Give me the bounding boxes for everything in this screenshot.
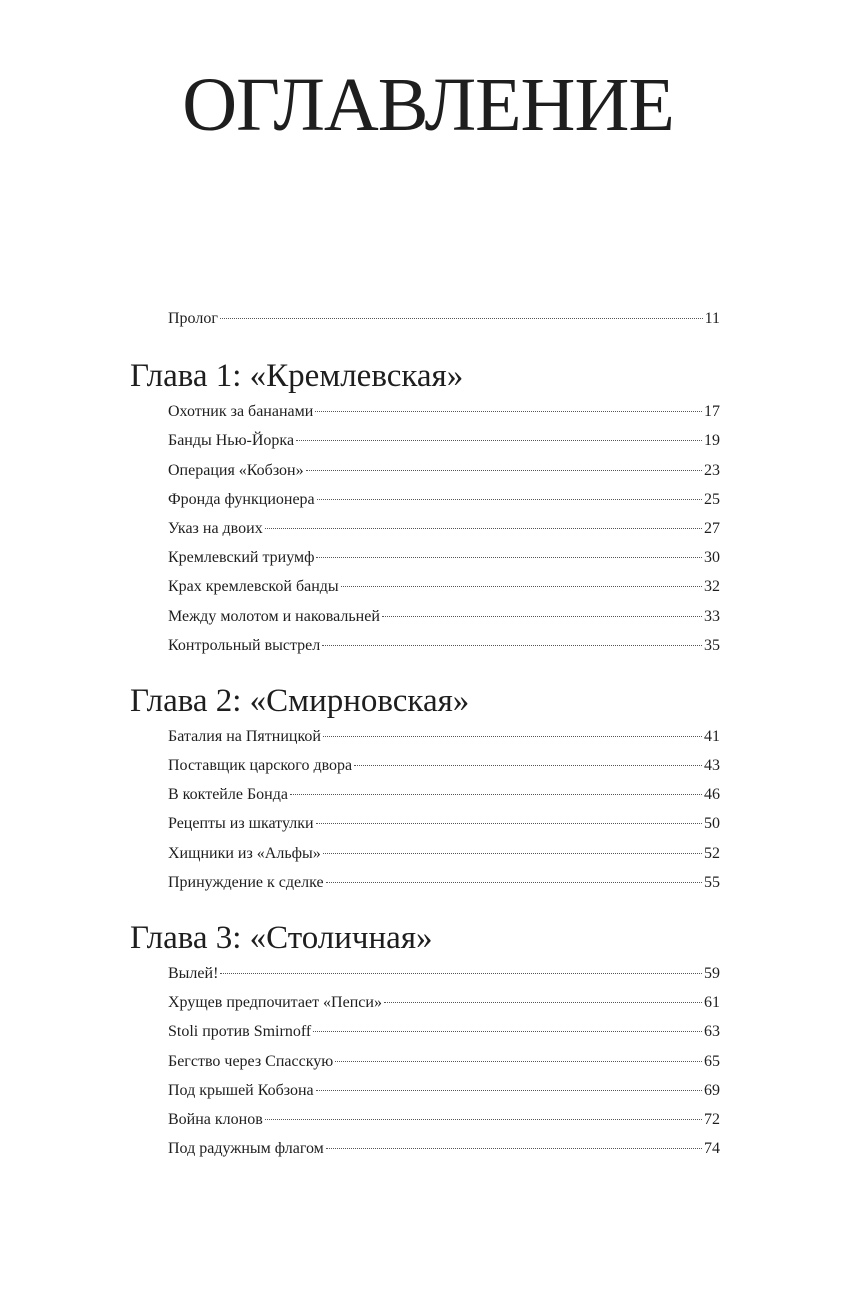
entry-page-number: 27 [704, 519, 720, 537]
dot-leader [220, 973, 702, 974]
entry-label: Баталия на Пятницкой [168, 727, 321, 745]
entry-label: Хищники из «Альфы» [168, 844, 321, 862]
toc-entry[interactable] [168, 576, 720, 605]
dot-leader [316, 823, 702, 824]
toc-entry[interactable] [168, 430, 720, 459]
prologue-block [0, 308, 856, 337]
toc-entry-prologue[interactable] [168, 308, 720, 337]
entry-label: Принуждение к сделке [168, 873, 324, 891]
dot-leader [384, 1002, 702, 1003]
dot-leader [326, 882, 702, 883]
entry-page-number: 19 [704, 432, 720, 450]
dot-leader [220, 318, 703, 319]
dot-leader [315, 411, 702, 412]
dot-leader [316, 1090, 702, 1091]
page-title: ОГЛАВЛЕНИЕ [182, 63, 674, 147]
entry-label: Война клонов [168, 1110, 263, 1128]
dot-leader [323, 853, 702, 854]
entry-page-number: 74 [704, 1140, 720, 1158]
entry-page-number: 46 [704, 786, 720, 804]
toc-entry[interactable] [168, 460, 720, 489]
toc-entry[interactable] [168, 992, 720, 1021]
toc-entry[interactable] [168, 813, 720, 842]
entry-label: Пролог [168, 310, 218, 327]
dot-leader [322, 645, 702, 646]
entry-label: Вылей! [168, 965, 219, 982]
toc-entry[interactable] [168, 518, 720, 547]
entry-label: Хрущев предпочитает «Пепси» [168, 994, 382, 1012]
entry-label: Stoli против Smirnoff [168, 1023, 312, 1041]
toc-entry[interactable] [168, 963, 720, 992]
entry-page-number: 61 [704, 994, 720, 1012]
chapter-entries [0, 726, 856, 901]
chapter-heading[interactable]: Глава 1: «Кремлевская» [130, 358, 464, 395]
entry-page-number: 52 [704, 844, 720, 862]
toc-entry[interactable] [168, 547, 720, 576]
entry-page-number: 43 [704, 757, 720, 775]
entry-page-number: 11 [704, 310, 720, 327]
chapter-heading[interactable]: Глава 2: «Смирновская» [130, 682, 470, 719]
toc-entry[interactable] [168, 843, 720, 872]
entry-label: Контрольный выстрел [168, 636, 321, 654]
entry-page-number: 32 [704, 578, 720, 596]
toc-entry[interactable] [168, 1109, 720, 1138]
dot-leader [335, 1061, 702, 1062]
dot-leader [317, 499, 702, 500]
entry-page-number: 30 [704, 549, 720, 567]
entry-page-number: 69 [704, 1081, 720, 1099]
chapter-entries [0, 963, 856, 1167]
toc-entry[interactable] [168, 726, 720, 755]
dot-leader [354, 765, 702, 766]
entry-label: Крах кремлевской банды [168, 578, 339, 596]
entry-page-number: 63 [704, 1023, 720, 1041]
entry-page-number: 55 [704, 873, 720, 891]
entry-label: Указ на двоих [168, 519, 263, 537]
entry-page-number: 25 [704, 490, 720, 508]
toc-entry[interactable] [168, 1138, 720, 1167]
dot-leader [296, 440, 702, 441]
entry-page-number: 33 [704, 607, 720, 625]
dot-leader [313, 1031, 702, 1032]
entry-label: Между молотом и наковальней [168, 607, 380, 625]
toc-entry[interactable] [168, 606, 720, 635]
toc-entry[interactable] [168, 755, 720, 784]
entry-label: Рецепты из шкатулки [168, 815, 314, 833]
toc-entry[interactable] [168, 635, 720, 664]
entry-label: Фронда функционера [168, 490, 315, 508]
entry-page-number: 65 [704, 1052, 720, 1070]
toc-entry[interactable] [168, 1080, 720, 1109]
entry-page-number: 35 [704, 636, 720, 654]
chapter-1 [0, 355, 856, 664]
toc-entry[interactable] [168, 489, 720, 518]
dot-leader [306, 470, 702, 471]
entry-page-number: 23 [704, 461, 720, 479]
toc-entry[interactable] [168, 1051, 720, 1080]
chapter-entries [0, 401, 856, 664]
entry-page-number: 17 [704, 403, 720, 421]
entry-page-number: 59 [704, 965, 720, 982]
entry-page-number: 50 [704, 815, 720, 833]
dot-leader [265, 528, 702, 529]
chapter-3 [0, 917, 856, 1167]
entry-label: Банды Нью-Йорка [168, 432, 295, 450]
chapter-2 [0, 680, 856, 901]
dot-leader [323, 736, 702, 737]
entry-label: Бегство через Спасскую [168, 1052, 334, 1070]
toc-entry[interactable] [168, 401, 720, 430]
table-of-contents [0, 308, 856, 1183]
toc-entry[interactable] [168, 872, 720, 901]
dot-leader [290, 794, 702, 795]
entry-label: Поставщик царского двора [168, 757, 353, 775]
toc-entry[interactable] [168, 784, 720, 813]
entry-label: Кремлевский триумф [168, 549, 315, 567]
entry-page-number: 72 [704, 1110, 720, 1128]
dot-leader [382, 616, 702, 617]
entry-page-number: 41 [704, 727, 720, 745]
toc-entry[interactable] [168, 1021, 720, 1050]
entry-label: Охотник за бананами [168, 403, 314, 421]
dot-leader [341, 586, 702, 587]
entry-label: В коктейле Бонда [168, 786, 288, 804]
dot-leader [265, 1119, 702, 1120]
chapter-heading[interactable]: Глава 3: «Столичная» [130, 920, 433, 956]
entry-label: Операция «Кобзон» [168, 461, 304, 479]
dot-leader [326, 1148, 702, 1149]
entry-label: Под радужным флагом [168, 1140, 324, 1158]
dot-leader [316, 557, 702, 558]
entry-label: Под крышей Кобзона [168, 1081, 314, 1099]
